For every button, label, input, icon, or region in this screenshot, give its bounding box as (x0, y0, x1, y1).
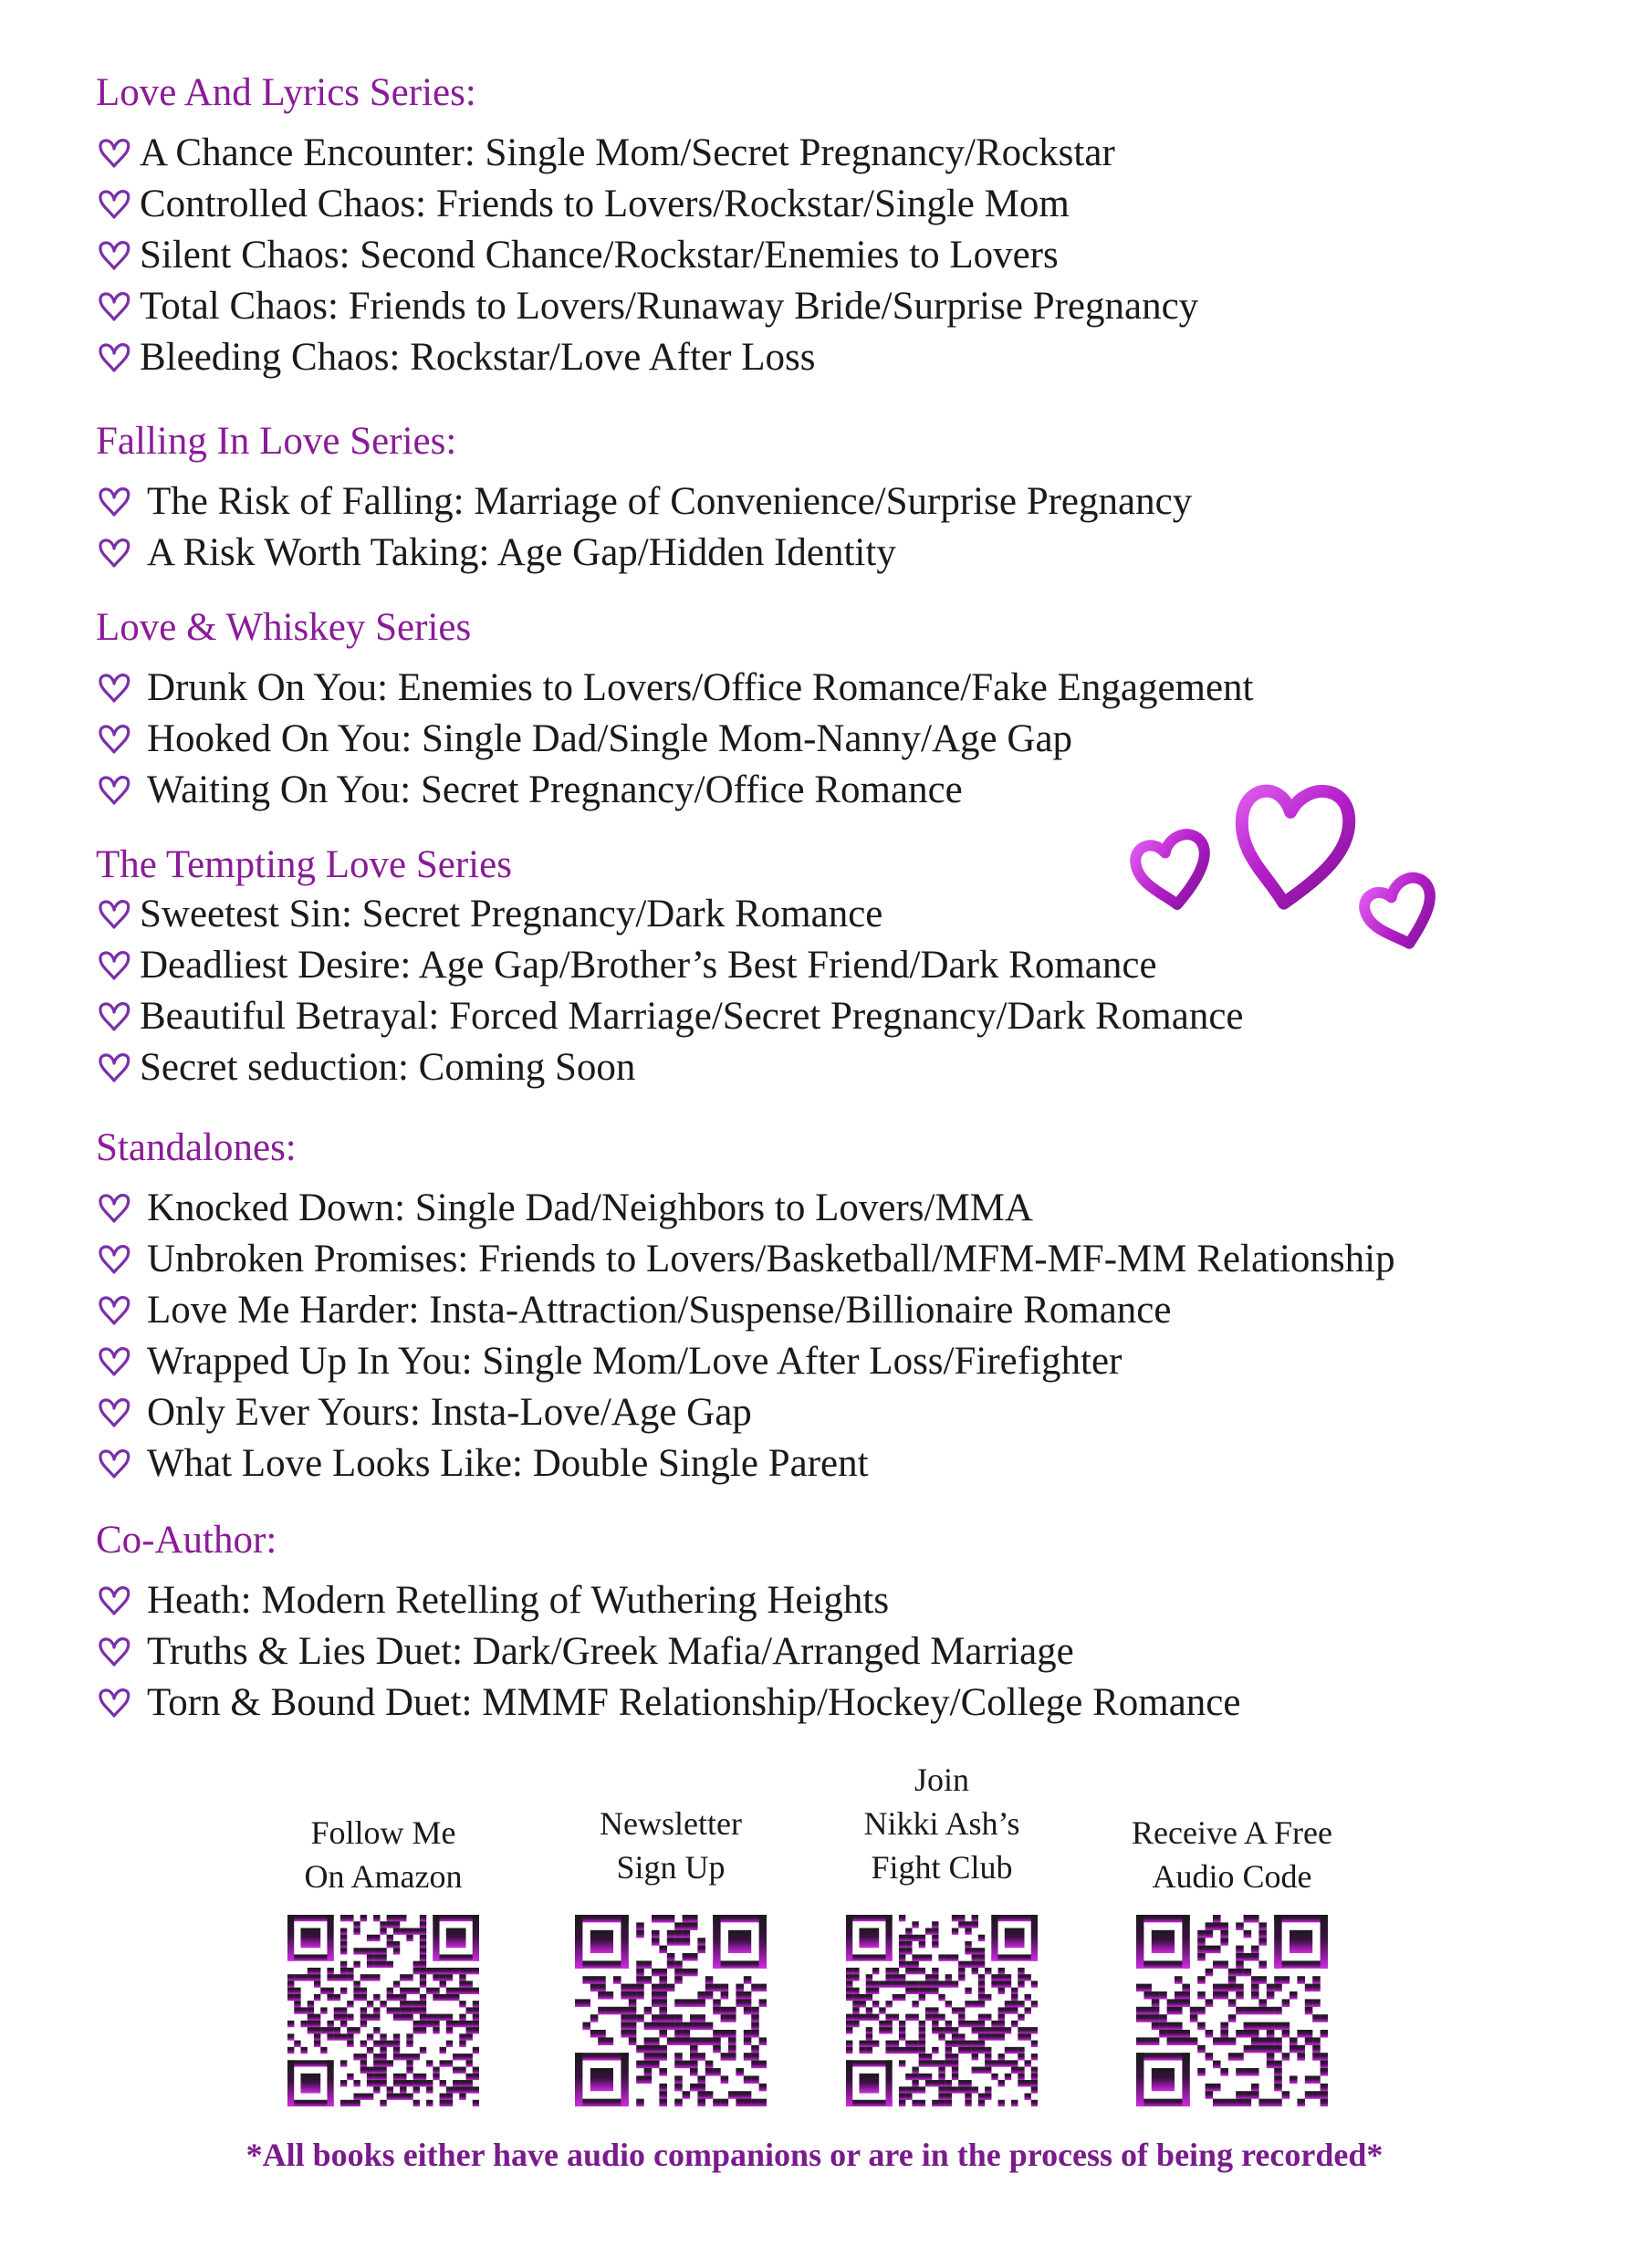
heart-icon (96, 535, 132, 571)
qr-label-line: Follow Me (310, 1814, 456, 1851)
qr-label-line: Newsletter (600, 1805, 742, 1842)
section-title: Co-Author: (96, 1519, 277, 1562)
heart-icon (96, 670, 132, 706)
qr-fight-club[interactable] (832, 1761, 1051, 2106)
section-co-author (96, 1517, 1240, 1729)
section-tempting-love (96, 841, 1244, 1093)
heart-icon (96, 1446, 132, 1482)
qr-label-line: Sign Up (616, 1849, 726, 1886)
heart-icon (96, 896, 132, 933)
book-title: Bleeding Chaos: Rockstar/Love After Loss (140, 336, 816, 379)
book-item (96, 991, 1244, 1042)
qr-code-icon[interactable] (846, 1915, 1038, 2106)
section-falling-in-love (96, 418, 1192, 579)
section-love-and-whiskey (96, 604, 1254, 816)
section-title: The Tempting Love Series (96, 843, 512, 886)
heart-icon (96, 721, 132, 758)
book-item (96, 1677, 1240, 1729)
qr-label-line: On Amazon (304, 1858, 463, 1895)
book-item (96, 1575, 1240, 1626)
book-title: A Chance Encounter: Single Mom/Secret Pregnancy/Rockstar (140, 131, 1115, 174)
book-item (96, 663, 1254, 714)
book-item (96, 889, 1244, 940)
book-item (96, 714, 1254, 765)
heart-icon (96, 1241, 132, 1278)
heart-icon (96, 340, 132, 376)
book-title: Sweetest Sin: Secret Pregnancy/Dark Romance (140, 893, 883, 935)
book-title: Love Me Harder: Insta-Attraction/Suspense/Billionaire Romance (147, 1289, 1172, 1332)
qr-label (561, 1761, 780, 1889)
book-item (96, 1183, 1395, 1234)
heart-icon (96, 772, 132, 809)
book-item (96, 179, 1198, 230)
heart-icon (96, 1583, 132, 1619)
book-title: The Risk of Falling: Marriage of Convenience/Surprise Pregnancy (147, 480, 1193, 523)
book-title: Drunk On You: Enemies to Lovers/Office Romance/Fake Engagement (147, 666, 1254, 709)
section-title: Falling In Love Series: (96, 420, 457, 463)
heart-icon (96, 1634, 132, 1670)
heart-icon (96, 237, 132, 274)
book-item (96, 1438, 1395, 1489)
book-title: Knocked Down: Single Dad/Neighbors to Lovers/MMA (147, 1186, 1033, 1229)
section-standalones (96, 1124, 1395, 1489)
book-title: Deadliest Desire: Age Gap/Brother’s Best Friend/Dark Romance (140, 944, 1157, 987)
book-item (96, 128, 1198, 179)
heart-icon (96, 1190, 132, 1227)
qr-label-line: Join (914, 1761, 969, 1798)
book-title: What Love Looks Like: Double Single Parent (147, 1442, 869, 1485)
book-title: Wrapped Up In You: Single Mom/Love After Loss/Firefighter (147, 1340, 1123, 1383)
book-title: Total Chaos: Friends to Lovers/Runaway Bride/Surprise Pregnancy (140, 285, 1199, 328)
book-item (96, 765, 1254, 816)
book-title: Truths & Lies Duet: Dark/Greek Mafia/Arranged Marriage (147, 1630, 1074, 1673)
book-title: A Risk Worth Taking: Age Gap/Hidden Identity (147, 531, 896, 574)
qr-label-line: Nikki Ash’s (863, 1805, 1020, 1842)
book-item (96, 940, 1244, 991)
book-title: Only Ever Yours: Insta-Love/Age Gap (147, 1391, 752, 1434)
book-title: Heath: Modern Retelling of Wuthering Heights (147, 1579, 890, 1622)
book-title: Silent Chaos: Second Chance/Rockstar/Enemies to Lovers (140, 234, 1059, 277)
qr-label (1104, 1761, 1360, 1898)
book-item (96, 1387, 1395, 1438)
heart-icon (96, 947, 132, 984)
footer-note: *All books either have audio companions or are in the process of being recorded* (245, 2137, 1384, 2173)
qr-label-line: Audio Code (1152, 1858, 1312, 1895)
qr-label-line: Receive A Free (1132, 1814, 1332, 1851)
heart-icon (96, 484, 132, 520)
qr-label (274, 1761, 493, 1898)
heart-icon (96, 186, 132, 223)
qr-label-line: Fight Club (871, 1849, 1013, 1886)
book-title: Torn & Bound Duet: MMMF Relationship/Hockey/College Romance (147, 1681, 1241, 1724)
qr-newsletter[interactable] (561, 1761, 780, 2106)
section-title: Standalones: (96, 1126, 297, 1169)
book-title: Controlled Chaos: Friends to Lovers/Rockstar/Single Mom (140, 183, 1070, 225)
heart-icon (96, 1685, 132, 1721)
book-title: Unbroken Promises: Friends to Lovers/Basketball/MFM-MF-MM Relationship (147, 1238, 1395, 1280)
heart-icon (96, 288, 132, 325)
book-title: Beautiful Betrayal: Forced Marriage/Secret Pregnancy/Dark Romance (140, 995, 1244, 1038)
book-title: Hooked On You: Single Dad/Single Mom-Nanny/Age Gap (147, 717, 1073, 760)
qr-follow-amazon[interactable] (274, 1761, 493, 2106)
section-title: Love And Lyrics Series: (96, 71, 476, 114)
qr-code-icon[interactable] (575, 1915, 767, 2106)
book-item (96, 332, 1198, 383)
heart-icon (96, 1292, 132, 1329)
heart-icon (96, 1395, 132, 1431)
book-item (96, 1042, 1244, 1093)
book-item (96, 1336, 1395, 1387)
book-title: Waiting On You: Secret Pregnancy/Office Romance (147, 768, 963, 811)
book-item (96, 1626, 1240, 1677)
heart-icon (96, 1050, 132, 1086)
book-item (96, 528, 1192, 579)
qr-free-audio[interactable] (1104, 1761, 1360, 2106)
section-title: Love & Whiskey Series (96, 606, 472, 649)
qr-code-icon[interactable] (1136, 1915, 1328, 2106)
decorative-hearts-icon (1127, 767, 1456, 967)
section-love-and-lyrics (96, 69, 1198, 383)
book-item (96, 230, 1198, 281)
book-item (96, 1285, 1395, 1336)
heart-icon (96, 998, 132, 1035)
book-item (96, 1234, 1395, 1285)
qr-code-icon[interactable] (287, 1915, 479, 2106)
book-title: Secret seduction: Coming Soon (140, 1046, 636, 1089)
book-item (96, 281, 1198, 332)
heart-icon (96, 1343, 132, 1380)
book-item (96, 476, 1192, 528)
qr-label (832, 1761, 1051, 1889)
heart-icon (96, 135, 132, 172)
